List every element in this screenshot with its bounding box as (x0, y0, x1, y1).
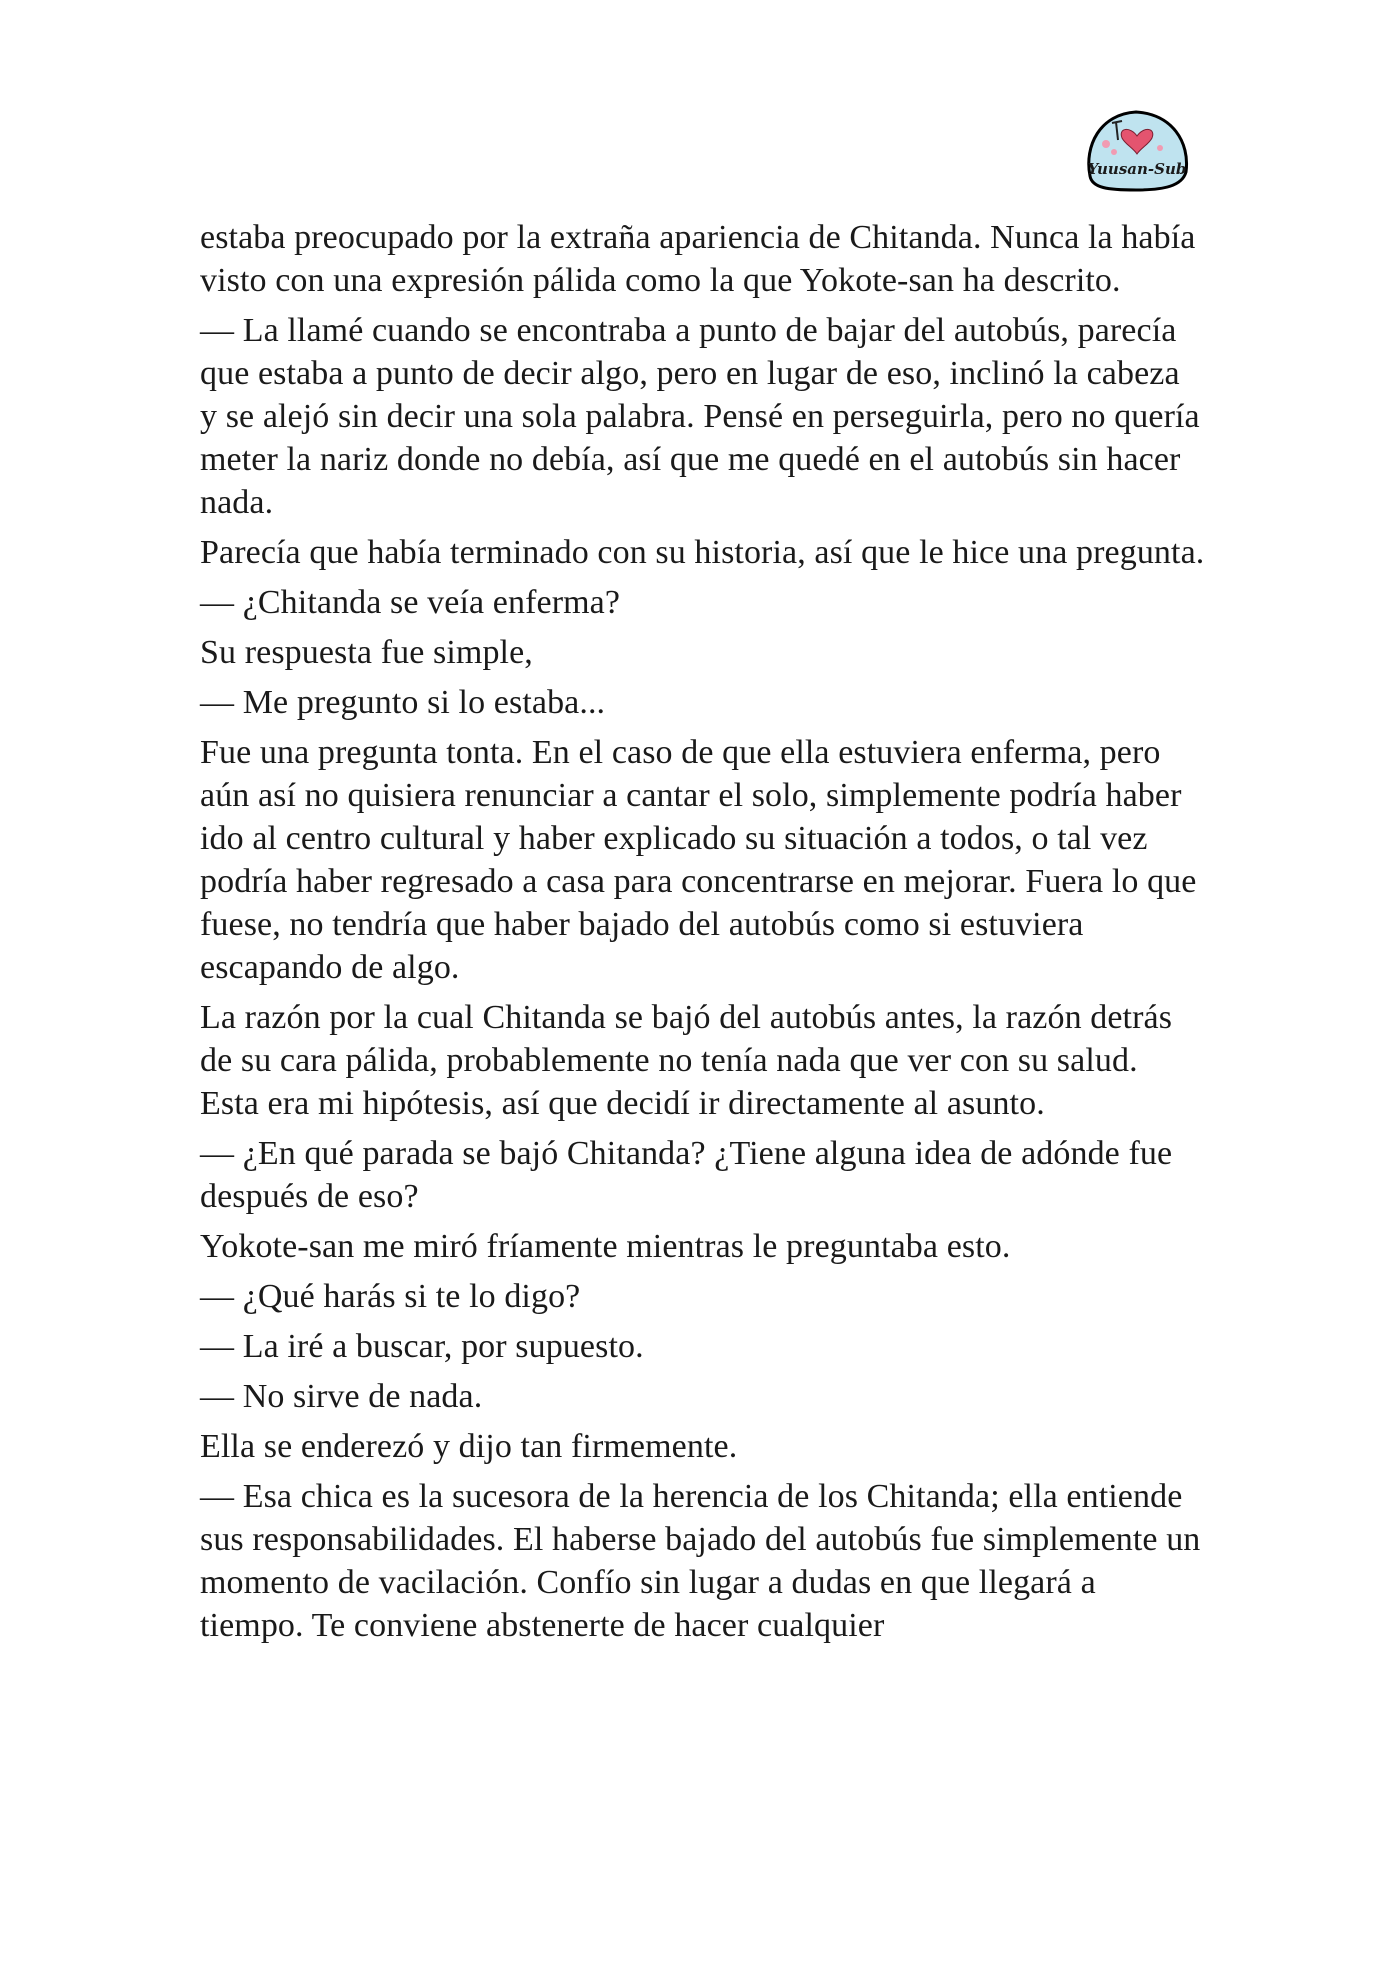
paragraph: Yokote-san me miró fríamente mientras le preguntaba esto. (200, 1228, 1011, 1265)
dialogue-paragraph: — La llamé cuando se encontraba a punto de bajar del autobús, parecía que estaba a punto de decir algo, pero en lugar de eso, inclinó la cabeza y se alejó sin decir una sola palabra. Pensé en perseguirla, pero no quería meter la nariz donde no debía, así que me quedé en el autobús sin hacer nada. (200, 312, 1200, 521)
dialogue-paragraph: — La iré a buscar, por supuesto. (200, 1328, 644, 1365)
dialogue-paragraph: — ¿En qué parada se bajó Chitanda? ¿Tiene alguna idea de adónde fue después de eso? (200, 1135, 1173, 1215)
dialogue-paragraph: — ¿Chitanda se veía enferma? (200, 584, 621, 621)
paragraph: Su respuesta fue simple, (200, 634, 533, 671)
paragraph: Ella se enderezó y dijo tan firmemente. (200, 1428, 738, 1465)
paragraph: Fue una pregunta tonta. En el caso de que ella estuviera enferma, pero aún así no quisiera renunciar a cantar el solo, simplemente podría haber ido al centro cultural y haber explicado su situación a todos, o tal vez podría haber regresado a casa para concentrarse en mejorar. Fuera lo que fuese, no tendría que haber bajado del autobús como si estuviera escapando de algo. (200, 734, 1197, 986)
logo-wordmark (1088, 160, 1187, 178)
dialogue-paragraph: — No sirve de nada. (200, 1378, 483, 1415)
dialogue-paragraph: — Me pregunto si lo estaba... (200, 684, 606, 721)
body-text (200, 216, 1205, 1654)
heart-crest-icon (1078, 106, 1196, 196)
svg-text:Yuusan-Sub: Yuusan-Sub (1087, 160, 1187, 178)
dialogue-paragraph: — Esa chica es la sucesora de la herencia de los Chitanda; ella entiende sus responsabilidades. El haberse bajado del autobús fue simplemente un momento de vacilación. Confío sin lugar a dudas en que llegará a tiempo. Te conviene abstenerte de hacer cualquier (200, 1478, 1201, 1644)
watermark-logo (1078, 106, 1196, 196)
paragraph: estaba preocupado por la extraña apariencia de Chitanda. Nunca la había visto con una expresión pálida como la que Yokote-san ha descrito. (200, 219, 1196, 299)
dialogue-paragraph: — ¿Qué harás si te lo digo? (200, 1278, 581, 1315)
paragraph: Parecía que había terminado con su historia, así que le hice una pregunta. (200, 534, 1205, 571)
paragraph: La razón por la cual Chitanda se bajó del autobús antes, la razón detrás de su cara pálida, probablemente no tenía nada que ver con su salud. Esta era mi hipótesis, así que decidí ir directamente al asunto. (200, 999, 1173, 1122)
